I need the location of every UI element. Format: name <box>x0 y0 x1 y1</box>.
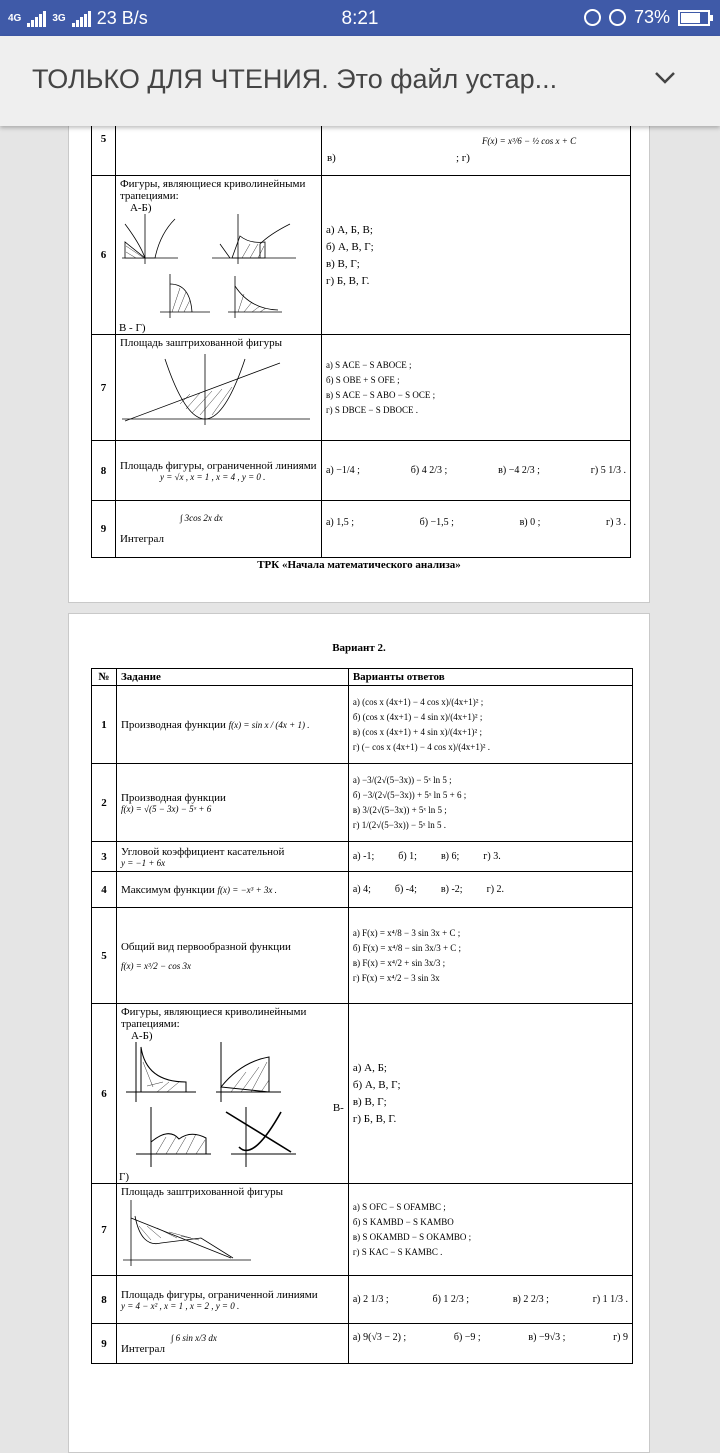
answer: а) 2 1/3 ; <box>352 1294 389 1305</box>
row-number: 8 <box>92 1276 117 1324</box>
answer: г) 1/(2√(5−3x)) − 5ˣ ln 5 . <box>352 820 446 830</box>
answer: а) А, Б, В; <box>325 223 373 236</box>
answer: в) В, Г; <box>325 257 360 270</box>
task-text: Угловой коэффициент касательной <box>120 845 285 858</box>
task-cell <box>115 176 321 335</box>
answer: г) 5 1/3 . <box>590 465 626 476</box>
lock-rotation-icon <box>584 9 601 26</box>
answer: г) 3. <box>483 851 501 862</box>
row-number: 2 <box>92 764 117 842</box>
answer: а) S ACE − S ABOCE ; <box>325 360 412 370</box>
battery-percent: 73% <box>633 7 670 27</box>
table-row <box>92 908 633 1004</box>
task-cell <box>116 764 348 842</box>
answer: в) S OKAMBD − S OKAMBO ; <box>352 1232 472 1242</box>
trapezoid-graphs <box>121 1042 321 1172</box>
answer: в) (cos x (4x+1) + 4 sin x)/(4x+1)² ; <box>352 727 482 737</box>
task-text: Производная функции <box>120 718 226 731</box>
table-row <box>92 441 631 501</box>
answer: а) -1; <box>352 851 375 862</box>
task-cell <box>115 441 321 501</box>
table-row <box>92 1184 633 1276</box>
row-number: 5 <box>92 908 117 1004</box>
task-text: Интеграл <box>120 1342 165 1355</box>
row-number: 9 <box>92 1324 117 1364</box>
answer: б) −1,5 ; <box>419 516 454 528</box>
answer: а) −1/4 ; <box>325 465 360 476</box>
row-number: 3 <box>92 842 117 872</box>
row-number: 5 <box>92 102 116 176</box>
answer: в) −9√3 ; <box>528 1332 566 1343</box>
answer: б) (cos x (4x+1) − 4 sin x)/(4x+1)² ; <box>352 712 483 722</box>
table-row <box>92 1004 633 1184</box>
answer: г) 2. <box>486 884 505 895</box>
answers-cell <box>348 1004 632 1184</box>
network-type: 4G <box>8 13 22 24</box>
answers-cell <box>321 441 630 501</box>
answer: в) −4 2/3 ; <box>498 465 540 476</box>
answer: в) <box>326 152 336 164</box>
table-row <box>92 764 633 842</box>
answer: ; г) <box>455 152 470 164</box>
alarm-icon <box>609 9 626 26</box>
answer: а) 4; <box>352 884 371 895</box>
answers-cell <box>348 908 632 1004</box>
table-row <box>92 1324 633 1364</box>
row-number: 7 <box>92 335 116 441</box>
trapezoid-graphs <box>120 214 316 324</box>
table-row <box>92 501 631 558</box>
task-text: Площадь фигуры, ограниченной линиями <box>120 1288 318 1301</box>
task-formula: ∫ 6 sin x/3 dx <box>170 1332 217 1343</box>
row-number: 6 <box>92 1004 117 1184</box>
task-formula: ∫ 3cos 2x dx <box>179 513 223 523</box>
answers-cell <box>348 1324 632 1364</box>
table-row <box>92 176 631 335</box>
answer: г) Б, В, Г. <box>352 1113 397 1125</box>
answer: б) -4; <box>394 884 417 895</box>
task-text: Фигуры, являющиеся криволинейными трапециями: <box>120 1006 307 1030</box>
figure-label: В - Г) <box>118 322 146 334</box>
task-formula: f(x) = −x³ + 3x . <box>217 884 277 895</box>
task-cell <box>116 1324 348 1364</box>
answer: г) F(x) = x⁴/2 − 3 sin 3x <box>352 973 440 983</box>
row-number: 7 <box>92 1184 117 1276</box>
answer: в) 6; <box>440 851 460 862</box>
task-formula: y = 4 − x² , x = 1 , x = 2 , y = 0 . <box>120 1300 240 1311</box>
figure-label: Г) <box>118 1171 129 1183</box>
network-speed: 23 B/s <box>96 8 148 28</box>
clock: 8:21 <box>341 8 379 29</box>
status-bar <box>0 0 720 36</box>
answer: а) А, Б; <box>352 1062 387 1074</box>
answer: б) F(x) = x⁴/8 − sin 3x/3 + C ; <box>352 943 462 953</box>
answer: б) S KAMBD − S KAMBO <box>352 1217 454 1227</box>
table-header <box>92 669 633 686</box>
header-answers: Варианты ответов <box>348 669 632 686</box>
task-cell <box>116 1004 348 1184</box>
answers-cell <box>321 176 630 335</box>
answers-cell <box>348 1276 632 1324</box>
answer: г) 1 1/3 . <box>592 1294 628 1305</box>
row-number: 4 <box>92 872 117 908</box>
task-text: Общий вид первообразной функции <box>120 940 291 953</box>
task-formula: f(x) = sin x / (4x + 1) . <box>228 719 310 730</box>
figure-label: А-Б) <box>130 1030 153 1042</box>
answer: в) 2 2/3 ; <box>512 1294 549 1305</box>
answer: г) 9 <box>613 1332 628 1343</box>
answer: б) 1; <box>398 851 417 862</box>
chevron-down-icon[interactable] <box>650 62 680 92</box>
task-text: Производная функции <box>120 791 226 804</box>
task-cell <box>116 842 348 872</box>
answers-cell <box>321 501 630 558</box>
answers-cell <box>348 1184 632 1276</box>
document-page-2 <box>68 613 650 1453</box>
shaded-area-graph <box>121 1198 261 1268</box>
answer: в) В, Г; <box>352 1096 387 1108</box>
task-cell <box>116 872 348 908</box>
answer: б) 4 2/3 ; <box>410 465 448 476</box>
table-row <box>92 872 633 908</box>
answers-cell <box>348 686 632 764</box>
document-title[interactable]: ТОЛЬКО ДЛЯ ЧТЕНИЯ. Это файл устар... <box>32 64 558 94</box>
formula: F(x) = x³/6 − ½ cos x + C <box>481 136 577 146</box>
variant-title: Вариант 2. <box>332 642 386 654</box>
task-cell <box>116 1184 348 1276</box>
answer: б) 1 2/3 ; <box>432 1294 469 1305</box>
task-formula: y = √x , x = 1 , x = 4 , y = 0 . <box>159 471 266 482</box>
answer: г) Б, В, Г. <box>325 274 370 287</box>
task-cell <box>116 686 348 764</box>
task-formula: y = −1 + 6x <box>120 857 166 868</box>
answer: а) (cos x (4x+1) − 4 cos x)/(4x+1)² ; <box>352 697 484 707</box>
shaded-area-graph <box>120 349 316 429</box>
answer: б) А, В, Г; <box>325 240 374 253</box>
test-table-2 <box>91 668 633 1364</box>
answer: а) F(x) = x⁴/8 − 3 sin 3x + C ; <box>352 928 461 938</box>
task-text: Максимум функции <box>120 883 215 896</box>
answer: в) 3/(2√(5−3x)) + 5ˣ ln 5 ; <box>352 805 447 815</box>
answer: б) −3/(2√(5−3x)) + 5ˣ ln 5 + 6 ; <box>352 790 467 800</box>
table-row <box>92 1276 633 1324</box>
row-number: 1 <box>92 686 117 764</box>
document-page-1 <box>68 100 650 603</box>
answer: б) −9 ; <box>453 1332 481 1343</box>
task-formula: f(x) = x³/2 − cos 3x <box>120 960 192 971</box>
task-text: Площадь заштрихованной фигуры <box>120 1186 283 1198</box>
answer: а) −3/(2√(5−3x)) − 5ˣ ln 5 ; <box>352 775 452 785</box>
status-right <box>584 7 710 28</box>
row-number: 9 <box>92 501 116 558</box>
row-number: 6 <box>92 176 116 335</box>
answer: а) 9(√3 − 2) ; <box>352 1332 407 1343</box>
table-row <box>92 842 633 872</box>
answer: г) S DBCE − S DBOCE . <box>325 405 418 415</box>
answer: г) 3 . <box>606 516 626 528</box>
test-table-1 <box>91 101 631 558</box>
answer: а) 1,5 ; <box>325 516 354 528</box>
answer: г) (− cos x (4x+1) − 4 cos x)/(4x+1)² . <box>352 742 491 752</box>
figure-label: В- <box>332 1102 344 1114</box>
answers-cell <box>348 764 632 842</box>
figure-label: А-Б) <box>129 202 152 214</box>
page-footer: ТРК «Начала математического анализа» <box>257 559 461 571</box>
task-text: Площадь заштрихованной фигуры <box>119 337 282 349</box>
battery-fill <box>681 13 700 23</box>
answer: г) S KAC − S KAMBC . <box>352 1247 443 1257</box>
task-cell <box>115 335 321 441</box>
answer: в) 0 ; <box>519 516 541 528</box>
table-row <box>92 335 631 441</box>
task-formula: f(x) = √(5 − 3x) − 5ˣ + 6 <box>120 803 212 814</box>
task-cell <box>115 501 321 558</box>
answer: в) F(x) = x⁴/2 + sin 3x/3 ; <box>352 958 446 968</box>
task-text: Интеграл <box>119 533 164 545</box>
answer: б) S OBE + S OFE ; <box>325 375 400 385</box>
answers-cell <box>348 872 632 908</box>
battery-icon <box>678 10 710 26</box>
header-number: № <box>92 669 117 686</box>
answer: в) -2; <box>440 884 463 895</box>
header-task: Задание <box>116 669 348 686</box>
answers-cell <box>348 842 632 872</box>
table-row <box>92 686 633 764</box>
task-text: Фигуры, являющиеся криволинейными трапециями: <box>119 178 306 202</box>
task-text: Площадь фигуры, ограниченной линиями <box>119 459 317 472</box>
answers-cell <box>321 335 630 441</box>
answer: б) А, В, Г; <box>352 1079 401 1091</box>
task-cell <box>116 1276 348 1324</box>
app-bar <box>0 36 720 126</box>
task-cell <box>116 908 348 1004</box>
row-number: 8 <box>92 441 116 501</box>
answer: в) S ACE − S ABO − S OCE ; <box>325 390 436 400</box>
answer: а) S OFC − S OFAMBC ; <box>352 1202 446 1212</box>
network-type-2: 3G <box>52 13 66 24</box>
